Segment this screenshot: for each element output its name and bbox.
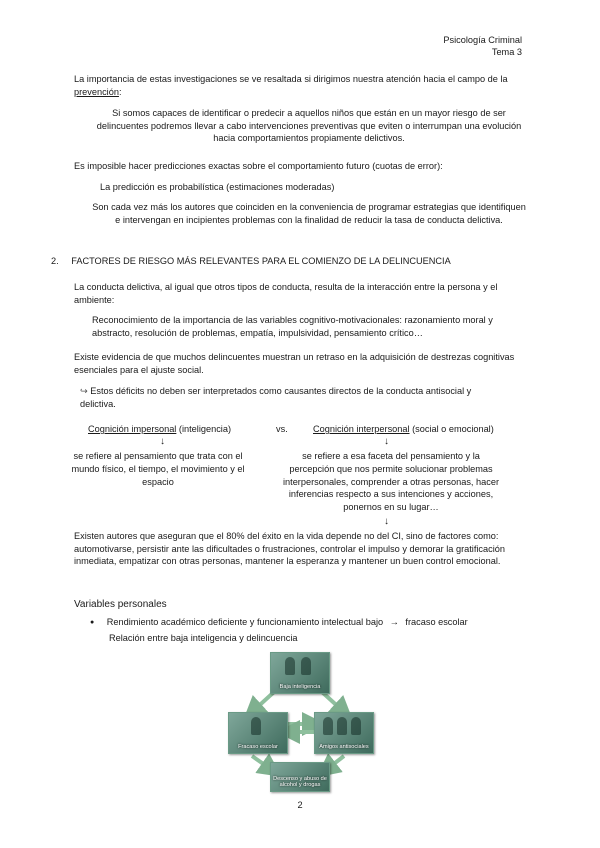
vs-label: vs. [276, 424, 288, 434]
diagram-box-left [228, 712, 288, 754]
prediction-point-1: La predicción es probabilística (estimaciones moderadas) [100, 182, 335, 192]
cog-right-suffix: (social o emocional) [409, 424, 494, 434]
diagram-label-right: Amigos antisociales [319, 743, 369, 750]
prediction-point-2: Son cada vez más los autores que coinciden en la conveniencia de programar estrategias que identifiquen e intervengan en incipientes problemas con la finalidad de reducir la tasa de conducta delictiva. [92, 202, 526, 225]
intro-paragraph [74, 73, 529, 98]
header-subject: Psicología Criminal [443, 35, 522, 45]
intro-indented: Si somos capaces de identificar o predecir a aquellos niños que están en un mayor riesgo de ser delincuentes podremos llevar a cabo intervenciones preventivas que eviten o interrumpan una evolución hacia comportamientos propiamente delictivos. [96, 108, 522, 144]
page-number: 2 [297, 800, 303, 810]
diagram-box-bottom [270, 762, 330, 792]
section-number: 2. [51, 256, 59, 266]
diagram-label-left: Fracaso escolar [238, 743, 278, 750]
intro-underlined: prevención [74, 86, 119, 97]
cog-left-title [88, 424, 231, 434]
section-para-3: Existen autores que aseguran que el 80% del éxito en la vida depende no del CI, sino de factores como: automotivarse, persistir ante las dificultades o frustraciones, controlar el impulso y demorar la gratificación inmediata, empatizar con otras personas, mantener la esperanza y mantener un buen control emocional. [74, 531, 505, 567]
arrow-down-icon: ↓ [384, 436, 389, 447]
section-heading [51, 256, 531, 266]
diagram-box-top [270, 652, 330, 694]
bullet-1-result: fracaso escolar [405, 617, 468, 627]
section-para-1-indent: Reconocimiento de la importancia de las variables cognitivo-motivacionales: razonamiento moral y abstracto, resolución de problemas, empatía, impulsividad, pensamiento crítico… [92, 315, 493, 338]
bullet-text: Estos déficits no deben ser interpretados como causantes directos de la conducta antisocial y delictiva. [80, 386, 472, 409]
cog-right-underlined: Cognición interpersonal [313, 424, 410, 434]
cog-left-underlined: Cognición impersonal [88, 424, 177, 434]
variables-bullet-1 [90, 617, 530, 627]
intro-text: La importancia de estas investigaciones se ve resaltada si dirigimos nuestra atención hacia el campo de la [74, 74, 508, 84]
risk-diagram [226, 652, 376, 790]
header-unit: Tema 3 [491, 47, 522, 57]
section-title: FACTORES DE RIESGO MÁS RELEVANTES PARA EL COMIENZO DE LA DELINCUENCIA [71, 256, 451, 266]
hook-arrow-icon: ↪ [80, 386, 88, 396]
cog-right-title [313, 424, 494, 434]
prediction-text: Es imposible hacer predicciones exactas sobre el comportamiento futuro (cuotas de error): [74, 161, 443, 171]
bullet-1-text: Rendimiento académico deficiente y funcionamiento intelectual bajo [106, 617, 384, 627]
section-para-1: La conducta delictiva, al igual que otros tipos de conducta, resulta de la interacción entre la persona y el ambiente: [74, 282, 498, 305]
arrow-down-icon: ↓ [384, 516, 389, 527]
arrow-down-icon: ↓ [160, 436, 165, 447]
variables-sub: Relación entre baja inteligencia y delincuencia [109, 633, 298, 643]
section-para-2-bullet [80, 385, 500, 410]
arrow-right-icon: → [389, 617, 399, 627]
intro-text-after: : [118, 86, 122, 97]
cog-right-description: se refiere a esa faceta del pensamiento y la percepción que nos permite solucionar problemas interpersonales, comprender a otras personas, hacer inferencias respecto a sus intenciones y acciones, ponernos en su lugar… [282, 451, 500, 513]
diagram-label-top: Baja inteligencia [279, 683, 321, 690]
cog-left-suffix: (inteligencia) [176, 424, 231, 434]
variables-heading: Variables personales [74, 599, 167, 610]
section-para-2: Existe evidencia de que muchos delincuentes muestran un retraso en la adquisición de destrezas cognitivas esenciales para el ajuste social. [74, 352, 515, 375]
diagram-box-right [314, 712, 374, 754]
cog-left-description: se refiere al pensamiento que trata con el mundo físico, el tiempo, el movimiento y el espacio [71, 451, 245, 487]
bullet-icon: ● [90, 619, 95, 626]
running-header [443, 34, 522, 58]
diagram-label-bottom: Descenso y abuso de alcohol y drogas [273, 775, 327, 788]
